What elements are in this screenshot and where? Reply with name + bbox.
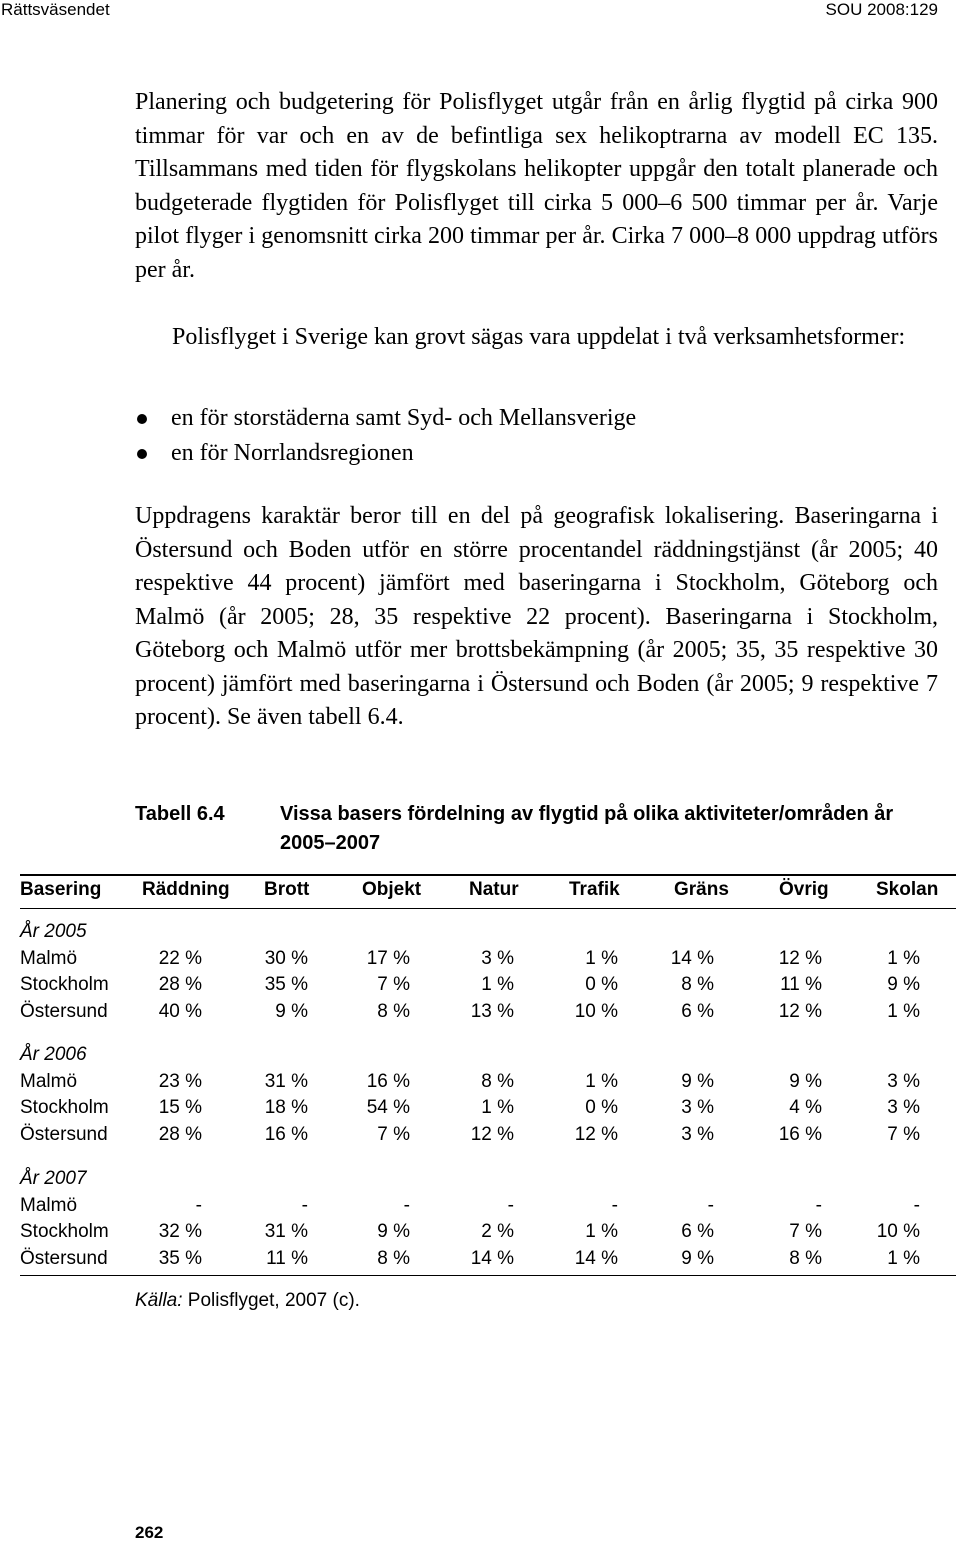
- value-cell: 7 %: [789, 1221, 822, 1243]
- table-row: [20, 1071, 956, 1098]
- value-cell: 1 %: [585, 947, 618, 969]
- value-cell: 11 %: [266, 1248, 308, 1270]
- table-row: [20, 1124, 956, 1151]
- table-source: [135, 1290, 360, 1312]
- value-cell: -: [195, 1194, 202, 1216]
- table-row: [20, 948, 956, 975]
- value-cell: 22 %: [158, 947, 202, 969]
- bullet-item: [135, 436, 938, 471]
- value-cell: 8 %: [377, 1001, 410, 1023]
- column-header: Gräns: [674, 879, 729, 900]
- value-cell: -: [707, 1194, 714, 1216]
- value-cell: 8 %: [681, 974, 714, 996]
- value-cell: 14 %: [574, 1248, 618, 1270]
- paragraph-flight-planning: Planering och budgetering för Polisflyget utgår från en årlig flygtid på cirka 900 timmar för var och en av de befintliga sex helikoptrarna av modell EC 135. Tillsammans med tiden för flygskolans helikopter uppgår den totalt planerade och budgeterade flygtiden för Polisflyget till cirka 5 000–6 500 timmar per år. Varje pilot flyger i genomsnitt cirka 200 timmar per år. Cirka 7 000–8 000 uppdrag utförs per år.: [135, 89, 938, 283]
- value-cell: 18 %: [264, 1097, 308, 1119]
- value-cell: 35 %: [264, 974, 308, 996]
- value-cell: 17 %: [366, 947, 410, 969]
- header-report-id: SOU 2008:129: [825, 0, 938, 19]
- base-name-cell: Östersund: [20, 1001, 108, 1023]
- column-header: Trafik: [569, 879, 620, 900]
- value-cell: 16 %: [778, 1124, 822, 1146]
- table-header-rule: [20, 908, 956, 909]
- value-cell: 8 %: [377, 1248, 410, 1270]
- bullet-item: [135, 401, 938, 436]
- value-cell: 0 %: [585, 1097, 618, 1119]
- bullet-list: [135, 401, 938, 471]
- value-cell: 54 %: [366, 1097, 410, 1119]
- source-label: Källa:: [135, 1290, 183, 1311]
- value-cell: 10 %: [876, 1221, 920, 1243]
- value-cell: 16 %: [264, 1124, 308, 1146]
- value-cell: 9 %: [275, 1001, 308, 1023]
- value-cell: 40 %: [158, 1001, 202, 1023]
- base-name-cell: Malmö: [20, 947, 78, 969]
- base-name-cell: Stockholm: [20, 1221, 109, 1243]
- value-cell: 9 %: [377, 1221, 410, 1243]
- value-cell: 28 %: [158, 974, 202, 996]
- column-header: Övrig: [779, 879, 829, 900]
- value-cell: 6 %: [681, 1221, 714, 1243]
- year-group-row: [20, 1044, 956, 1071]
- value-cell: 31 %: [264, 1221, 308, 1243]
- year-label: År 2006: [20, 1044, 87, 1065]
- paragraph-operation-forms: Polisflyget i Sverige kan grovt sägas vara uppdelat i två verksamhetsformer:: [172, 324, 906, 350]
- value-cell: 6 %: [681, 1001, 714, 1023]
- header-section-title: Rättsväsendet: [1, 0, 110, 19]
- value-cell: 31 %: [264, 1070, 308, 1092]
- table-row: [20, 1248, 956, 1275]
- table-row: [20, 1097, 956, 1124]
- value-cell: 13 %: [470, 1001, 514, 1023]
- value-cell: 3 %: [887, 1070, 920, 1092]
- value-cell: 3 %: [481, 947, 514, 969]
- value-cell: 7 %: [887, 1124, 920, 1146]
- value-cell: 14 %: [470, 1248, 514, 1270]
- value-cell: 1 %: [585, 1221, 618, 1243]
- column-header: Räddning: [142, 879, 230, 900]
- value-cell: 4 %: [789, 1097, 822, 1119]
- value-cell: 1 %: [585, 1070, 618, 1092]
- page-number: 262: [135, 1523, 164, 1542]
- value-cell: 10 %: [574, 1001, 618, 1023]
- table-title: Vissa basers fördelning av flygtid på olika aktiviteter/områden år 2005–2007: [280, 803, 894, 854]
- value-cell: 8 %: [481, 1070, 514, 1092]
- value-cell: 8 %: [789, 1248, 822, 1270]
- value-cell: -: [815, 1194, 822, 1216]
- base-name-cell: Östersund: [20, 1248, 108, 1270]
- bullet-text: en för storstäderna samt Syd- och Mellansverige: [171, 405, 637, 431]
- table-row: [20, 1221, 956, 1248]
- value-cell: 1 %: [481, 1097, 514, 1119]
- year-label: År 2007: [20, 1168, 87, 1189]
- value-cell: 32 %: [158, 1221, 202, 1243]
- value-cell: 15 %: [158, 1097, 202, 1119]
- value-cell: 30 %: [264, 947, 308, 969]
- value-cell: 3 %: [681, 1097, 714, 1119]
- value-cell: 12 %: [470, 1124, 514, 1146]
- value-cell: 1 %: [481, 974, 514, 996]
- value-cell: 35 %: [158, 1248, 202, 1270]
- column-header: Basering: [20, 879, 102, 900]
- column-header: Brott: [264, 879, 310, 900]
- value-cell: 23 %: [158, 1070, 202, 1092]
- value-cell: 14 %: [670, 947, 714, 969]
- table-row: [20, 974, 956, 1001]
- year-label: År 2005: [20, 921, 87, 942]
- value-cell: 12 %: [778, 1001, 822, 1023]
- value-cell: 9 %: [887, 974, 920, 996]
- running-header: [0, 0, 960, 24]
- column-header: Objekt: [362, 879, 422, 900]
- value-cell: 1 %: [887, 1001, 920, 1023]
- table-number: Tabell 6.4: [135, 803, 225, 825]
- value-cell: 7 %: [377, 1124, 410, 1146]
- value-cell: 0 %: [585, 974, 618, 996]
- column-header: Skolan: [876, 879, 939, 900]
- value-cell: -: [913, 1194, 920, 1216]
- year-group-row: [20, 921, 956, 948]
- bullet-dot-icon: [137, 449, 147, 459]
- value-cell: 7 %: [377, 974, 410, 996]
- value-cell: 28 %: [158, 1124, 202, 1146]
- table-row: [20, 1001, 956, 1028]
- value-cell: 3 %: [681, 1124, 714, 1146]
- value-cell: -: [301, 1194, 308, 1216]
- value-cell: 3 %: [887, 1097, 920, 1119]
- value-cell: 9 %: [789, 1070, 822, 1092]
- table-row: [20, 1195, 956, 1222]
- base-name-cell: Malmö: [20, 1070, 78, 1092]
- value-cell: 2 %: [481, 1221, 514, 1243]
- value-cell: 1 %: [887, 947, 920, 969]
- value-cell: -: [611, 1194, 618, 1216]
- column-header: Natur: [469, 879, 519, 900]
- base-name-cell: Stockholm: [20, 1097, 109, 1119]
- value-cell: 11 %: [780, 974, 822, 996]
- bullet-text: en för Norrlandsregionen: [171, 440, 414, 466]
- base-name-cell: Stockholm: [20, 974, 109, 996]
- value-cell: 16 %: [366, 1070, 410, 1092]
- value-cell: -: [403, 1194, 410, 1216]
- value-cell: 9 %: [681, 1070, 714, 1092]
- table-bottom-rule: [20, 1275, 956, 1276]
- value-cell: 9 %: [681, 1248, 714, 1270]
- source-text: Polisflyget, 2007 (c).: [182, 1290, 360, 1311]
- bullet-dot-icon: [137, 414, 147, 424]
- base-name-cell: Malmö: [20, 1194, 78, 1216]
- value-cell: 1 %: [887, 1248, 920, 1270]
- value-cell: 12 %: [778, 947, 822, 969]
- base-name-cell: Östersund: [20, 1124, 108, 1146]
- table-header-row: [20, 879, 956, 906]
- paragraph-geographic: Uppdragens karaktär beror till en del på geografisk lokalisering. Baseringarna i Östersund och Boden utför en större procentandel räddningstjänst (år 2005; 40 respektive 44 procent) jämfört med baseringarna i Stockholm, Göteborg och Malmö (år 2005; 28, 35 respektive 22 procent). Baseringarna i Stockholm, Göteborg och Malmö utför mer brottsbekämpning (år 2005; 35, 35 respektive 30 procent) jämfört med baseringarna i Östersund och Boden (år 2005; 9 respektive 7 procent). Se även tabell 6.4.: [135, 503, 938, 730]
- value-cell: 12 %: [574, 1124, 618, 1146]
- value-cell: -: [507, 1194, 514, 1216]
- table-top-rule: [20, 874, 956, 876]
- year-group-row: [20, 1168, 956, 1195]
